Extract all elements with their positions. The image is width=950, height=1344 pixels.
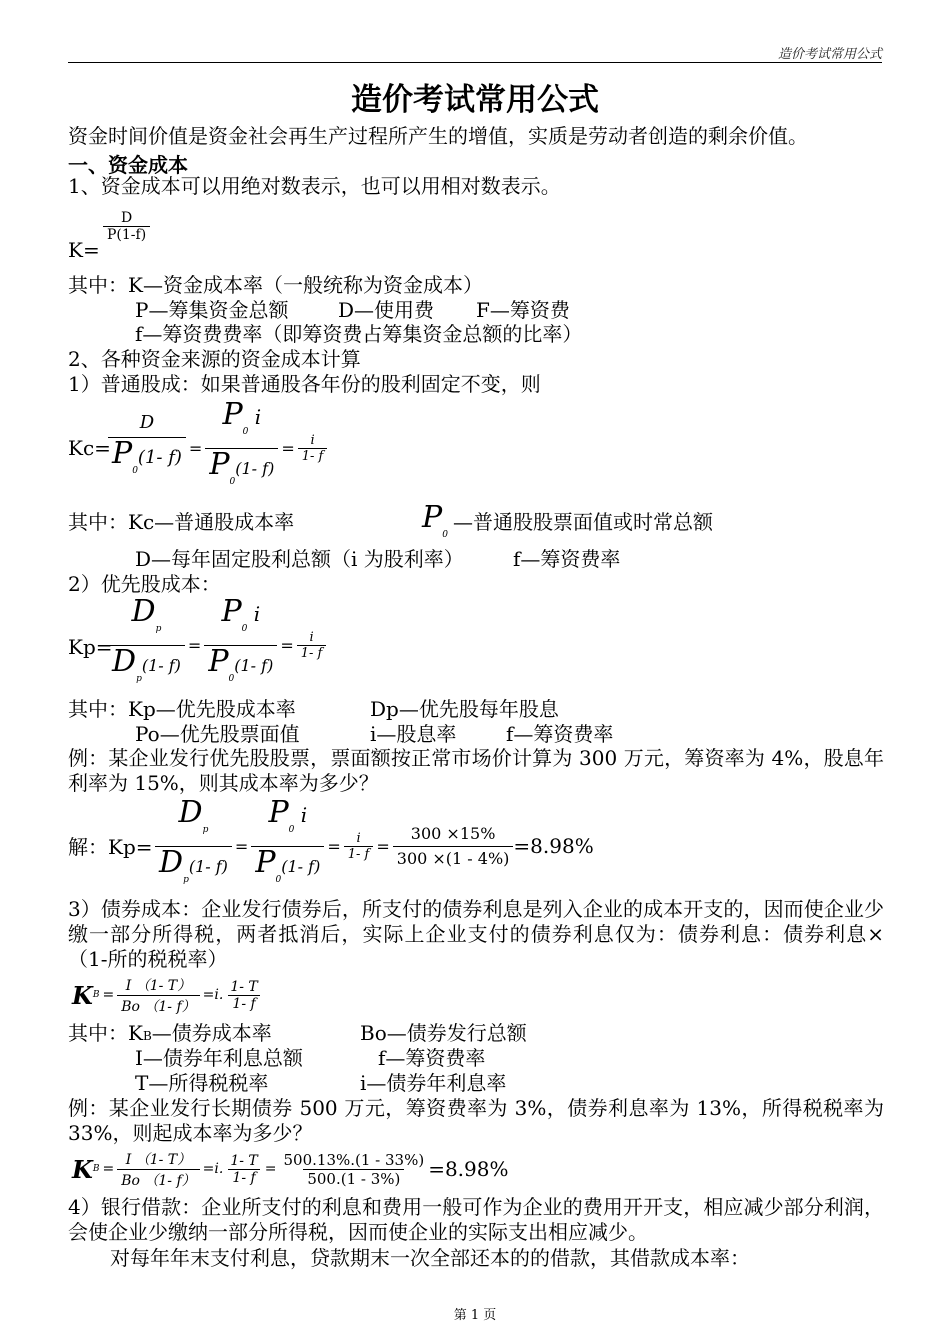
paragraph-3: 1）普通股成：如果普通股各年份的股利固定不变，则 xyxy=(68,372,541,396)
k-denominator: P(1-f) xyxy=(103,226,150,243)
where-1e: f—筹资费费率（即筹资费占筹集资金总额的比率） xyxy=(135,322,583,346)
intro-text: 资金时间价值是资金社会再生产过程所产生的增值，实质是劳动者创造的剩余价值。 xyxy=(68,124,808,148)
page-title: 造价考试常用公式 xyxy=(351,82,599,118)
kc-where-b: —普通股股票面值或时常总额 xyxy=(453,510,713,534)
page-number: 第 1 页 xyxy=(453,1308,497,1323)
kb-where-e: T—所得税税率 xyxy=(135,1071,269,1095)
paragraph-6: 4）银行借款：企业所支付的利息和费用一般可作为企业的费用开开支，相应减少部分利润，会使企业少缴纳一部分所得税，因而使企业的实际支出相应减少。 xyxy=(68,1195,884,1244)
kb-where-a: 其中：KB—债券成本率 xyxy=(68,1021,272,1045)
kp-where-e: f—筹资费率 xyxy=(506,722,614,746)
kb-where-b: Bo—债券发行总额 xyxy=(360,1021,527,1045)
solution-1-denominator: 300 ×(1 - 4%) xyxy=(393,846,514,871)
kp-where-c: Po—优先股票面值 xyxy=(135,722,300,746)
kc-where-a: 其中：Kc—普通股成本率 xyxy=(68,510,295,534)
paragraph-5: 3）债券成本：企业发行债券后，所支付的债券利息是列入企业的成本开支的，因而使企业少缴一部分所得税，两者抵消后，实际上企业支付的债券利息仅为：债券利息：债券利息×（1-所的税税率） xyxy=(68,897,884,971)
k-formula xyxy=(103,210,150,243)
where-1c: D—使用费 xyxy=(338,298,435,322)
solution-1-result: =8.98% xyxy=(513,834,594,858)
kb-where-d: f—筹资费率 xyxy=(378,1046,486,1070)
kb-formula: K B = $\frac{I (1- T)}{Bo (1- f)}$ =i. $\frac{1- T}{1- f}$ xyxy=(72,977,258,1015)
where-1d: F—筹资费 xyxy=(476,298,570,322)
p0-symbol: $P_0$ xyxy=(422,500,448,540)
example-2: 例：某企业发行长期债券 500 万元，筹资费率为 3%，债券利息率为 13%，所得税税率为 33%，则起成本率为多少？ xyxy=(68,1096,884,1145)
solution-2-result: =8.98% xyxy=(428,1157,509,1181)
kb-where-f: i—债券年利息率 xyxy=(360,1071,507,1095)
kb-where-c: I—债券年利息总额 xyxy=(135,1046,303,1070)
k-lhs: K= xyxy=(68,238,100,262)
paragraph-7: 对每年年末支付利息，贷款期末一次全部还本的的借款，其借款成本率： xyxy=(110,1246,750,1270)
header-rule xyxy=(68,62,882,63)
solution-2-denominator: 500.(1 - 3%) xyxy=(303,1169,404,1188)
kc-where-c: D—每年固定股利总额（i 为股利率） xyxy=(135,547,464,571)
solution-1-numerator: 300 ×15% xyxy=(410,823,496,843)
kp-formula: $\frac{D_p}{D_p(1- f)}$ = $\frac{P_0 i}{P_0(1- f)}$ = $\frac{i}{1- f}$ xyxy=(108,608,326,682)
solution-1-formula: $\frac{D_p}{D_p(1- f)}$ = $\frac{P_0 i}{P_0(1- f)}$ = $\frac{i}{1- f}$ = $\frac{300 \times 15\%}{300 \times(1 - 4\%)}$ =8.98% xyxy=(155,808,594,884)
solution-2-numerator: 500.13%.(1 - 33%) xyxy=(283,1150,425,1169)
running-header: 造价考试常用公式 xyxy=(777,47,882,62)
kp-where-d: i—股息率 xyxy=(370,722,457,746)
kc-formula: $\frac{D}{P_0(1- f)}$ = $\frac{P_0 i}{P_0(1- f)}$ = $\frac{i}{1- f}$ xyxy=(108,412,327,484)
where-1b: P—筹集资金总额 xyxy=(135,298,289,322)
kc-lhs: Kc= xyxy=(68,436,111,460)
kp-lhs: Kp= xyxy=(68,635,113,659)
kp-where-a: 其中：Kp—优先股成本率 xyxy=(68,697,296,721)
where-1a: 其中：K—资金成本率（一般统称为资金成本） xyxy=(68,273,483,297)
kc-where-d: f—筹资费率 xyxy=(513,547,621,571)
paragraph-4: 2）优先股成本： xyxy=(68,572,221,596)
solution-1-lhs: 解：Kp= xyxy=(68,835,153,859)
section-heading: 一、资金成本 xyxy=(68,153,188,177)
paragraph-1: 1、资金成本可以用绝对数表示，也可以用相对数表示。 xyxy=(68,174,561,198)
paragraph-2: 2、各种资金来源的资金成本计算 xyxy=(68,347,361,371)
example-1: 例：某企业发行优先股股票，票面额按正常市场价计算为 300 万元，筹资率为 4%，股息年利率为 15%，则其成本率为多少？ xyxy=(68,746,884,795)
kp-where-b: Dp—优先股每年股息 xyxy=(370,697,559,721)
solution-2-formula: K B = $\frac{I (1- T)}{Bo (1- f)}$ =i. $\frac{1- T}{1- f}$ = $\frac{500.13\%.(1 - 33\%)}{500.(1 - 3\%)}$ =8.98% xyxy=(72,1150,509,1189)
k-numerator: D xyxy=(120,210,133,226)
